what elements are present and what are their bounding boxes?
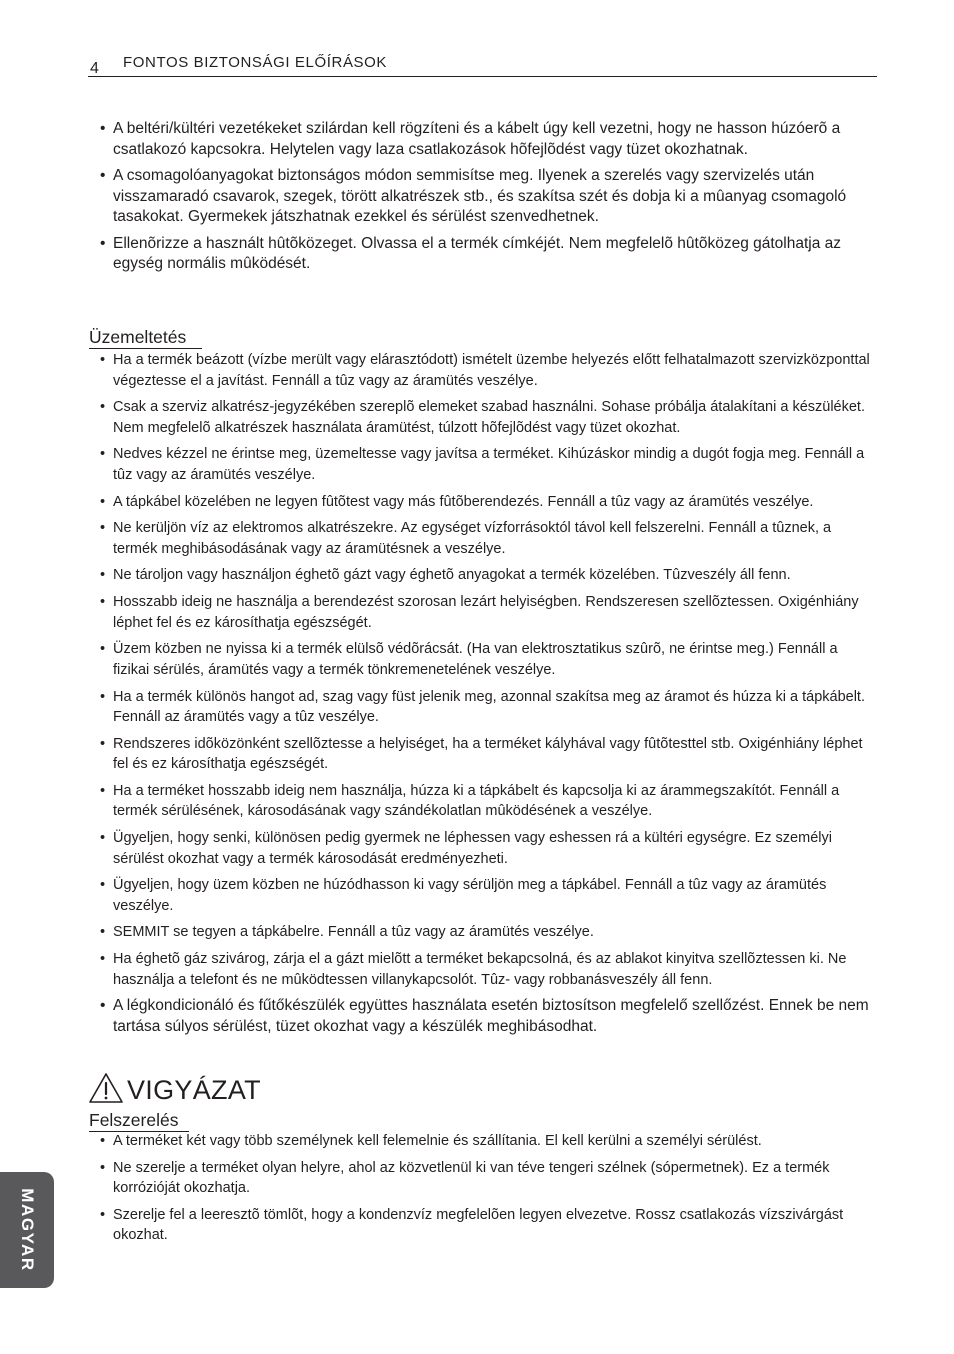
list-item: • Szerelje fel a leeresztõ tömlõt, hogy a kondenzvíz megfelelõen legyen elvezetve. Rossz csatlakozás vízszivárgást okozhat. [100, 1206, 844, 1244]
list-item: • Ügyeljen, hogy üzem közben ne húzódhasson ki vagy sérüljön meg a tápkábel. Fennáll a tûz vagy az áramütés veszélye. [100, 877, 827, 914]
page-number: 4 [90, 60, 99, 77]
list-item: • A terméket két vagy több személynek kell felemelnie és szállítania. El kell kerülni a személyi sérülést. [100, 1133, 762, 1149]
list-item: • Ne szerelje a terméket olyan helyre, ahol az közvetlenül ki van téve tengeri szélnek (sópermetnek). Ez a termék korrózióját okozhatja. [100, 1159, 830, 1197]
header-title: FONTOS BIZTONSÁGI ELŐÍRÁSOK [123, 54, 388, 71]
list-item: • Ellenõrizze a használt hûtõközeget. Olvassa el a termék címkéjét. Nem megfelelõ hûtõközeg gátolhatja az egység normális mûködését. [100, 234, 842, 272]
language-label: MAGYAR [18, 1188, 37, 1272]
caution-heading [88, 1072, 261, 1108]
operation-title: Üzemeltetés [89, 327, 187, 347]
operation-list [100, 350, 876, 1044]
list-item: • A csomagolóanyagokat biztonságos módon semmisítse meg. Ilyenek a szerelés vagy szervizelés után visszamaradó csavarok, szegek, törött alkatrészek stb., és szakítsa szét és dobja ki a mûanyag csomagoló tasakokat. Gyermekek játszhatnak ezekkel és sérülést szenvedhetnek. [100, 167, 847, 225]
page-header [88, 52, 877, 77]
caution-title: VIGYÁZAT [127, 1074, 261, 1105]
list-item: • Ha a termék különös hangot ad, szag vagy füst jelenik meg, azonnal szakítsa meg az áramot és húzza ki a tápkábelt. Fennáll az áramütés vagy a tûz veszélye. [100, 688, 865, 725]
list-item: • Hosszabb ideig ne használja a berendezést szorosan lezárt helyiségben. Rendszeresen szellõztessen. Oxigénhiány léphet fel és ez károsíthatja egészségét. [100, 594, 859, 631]
list-item: • A tápkábel közelében ne legyen fûtõtest vagy más fûtõberendezés. Fennáll a tûz vagy az áramütés veszélye. [100, 493, 814, 510]
list-item: • Ne kerüljön víz az elektromos alkatrészekre. Az egységet vízforrásoktól távol kell felszerelni. Fennáll a tûznek, a termék meghibásodásának vagy az áramütésnek a veszélye. [100, 520, 832, 557]
list-item: • Ne tároljon vagy használjon éghetõ gázt vagy éghetõ anyagokat a termék közelében. Tûzveszély áll fenn. [100, 567, 791, 584]
installation-title: Felszerelés [89, 1110, 179, 1130]
installation-list [100, 1131, 876, 1252]
list-item: • SEMMIT se tegyen a tápkábelre. Fennáll a tûz vagy az áramütés veszélye. [100, 924, 594, 941]
list-item: • Ha éghetõ gáz szivárog, zárja el a gázt mielõtt a terméket bekapcsolná, és az ablakot kinyitva szellõztessen ki. Ne használja a telefont és ne mûködtessen villanykapcsolót. Tûz- vagy robbanásveszély áll fenn. [100, 951, 847, 988]
list-item: • Nedves kézzel ne érintse meg, üzemeltesse vagy javítsa a terméket. Kihúzáskor mindig a dugót fogja meg. Fennáll a tûz vagy az áramütés veszélye. [100, 446, 865, 483]
list-item: • Üzem közben ne nyissa ki a termék elülsõ védõrácsát. (Ha van elektrosztatikus szûrõ, ne érintse meg.) Fennáll a fizikai sérülés, áramütés vagy a termék tönkremenetelének veszélye. [100, 641, 838, 678]
list-item: • Csak a szerviz alkatrész-jegyzékében szereplõ elemeket szabad használni. Sohase próbálja átalakítani a készüléket. Nem megfelelõ alkatrészek használata áramütést, túlzott hõfejlõdést vagy tüzet okozhat. [100, 399, 865, 436]
warning-triangle-icon [88, 1072, 124, 1109]
list-item: • Rendszeres idõközönként szellõztesse a helyiséget, ha a terméket kályhával vagy fûtõtesttel stb. Oxigénhiány léphet fel és ez károsíthatja egészségét. [100, 735, 863, 773]
list-item: • A beltéri/kültéri vezetékeket szilárdan kell rögzíteni és a kábelt úgy kell vezetni, hogy ne hasson húzóerõ a csatlakozó kapcsokra. Helytelen vagy laza csatlakozások hõfejlõdést vagy tüzet okozhatnak. [100, 120, 841, 158]
list-item: • A légkondicionáló és fűtőkészülék együttes használata esetén biztosítson megfelelő szellőzést. Ennek be nem tartása súlyos sérülést, tüzet okozhat vagy a készülék meghibásodhat. [100, 997, 869, 1035]
language-side-tab [0, 1172, 54, 1288]
operation-title-underline [89, 348, 202, 349]
list-item: • Ha a terméket hosszabb ideig nem használja, húzza ki a tápkábelt és kapcsolja ki az árammegszakítót. Fennáll a termék sérülésének, károsodásának vagy szándékolatlan mûködésének a veszélye. [100, 782, 840, 820]
list-item: • Ha a termék beázott (vízbe merült vagy elárasztódott) ismételt üzembe helyezés előtt felhatalmazott szervizközponttal végeztesse el a javítást. Fennáll a tûz vagy az áramütés veszélye. [100, 352, 870, 389]
list-item: • Ügyeljen, hogy senki, különösen pedig gyermek ne léphessen vagy eshessen rá a kültéri egységre. Ez személyi sérülést okozhat vagy a termék károsodását eredményezheti. [100, 830, 832, 867]
intro-list [100, 119, 876, 281]
